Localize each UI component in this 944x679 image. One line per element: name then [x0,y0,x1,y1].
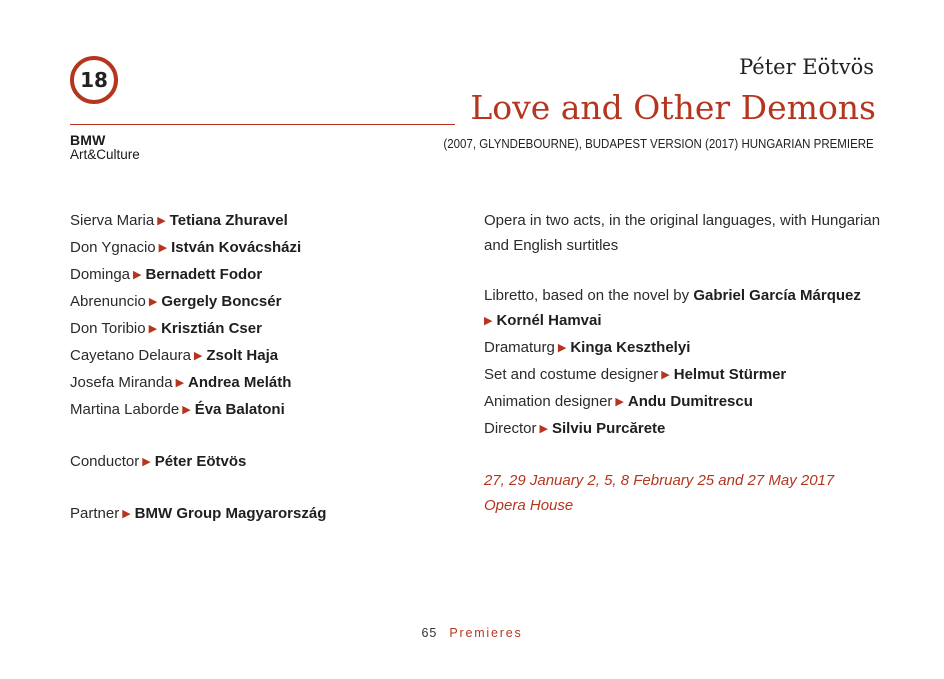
crew-name: Silviu Purcărete [551,420,666,437]
cast-name: Andrea Meláth [188,374,292,391]
crew-role: Director [484,420,537,437]
cast-row [70,262,450,289]
cast-role: Josefa Miranda [70,374,173,391]
crew-row [484,362,884,389]
cast-role: Sierva Maria [70,212,155,229]
cast-row [70,370,450,397]
arrow-right-icon: ▶ [539,423,548,435]
cast-name: Gergely Boncsér [161,293,282,310]
arrow-right-icon: ▶ [557,342,567,354]
cast-row [70,289,450,316]
brand-logo [70,133,140,162]
crew-name: Andu Dumitrescu [627,393,753,410]
cast-name: István Kovácsházi [171,239,302,256]
composer-name: Péter Eötvös [739,55,874,79]
crew-name: Kinga Keszthelyi [570,339,691,356]
cast-name: Éva Balatoni [194,401,285,418]
performance-venue: Opera House [484,497,574,514]
crew-row [484,389,884,416]
partner-role: Partner [70,505,120,522]
libretto-name-row [484,308,884,335]
libretto-name: Kornél Hamvai [496,312,602,329]
libretto-label: Libretto, based on the novel by [484,287,690,304]
cast-role: Abrenuncio [70,293,146,310]
arrow-right-icon: ▶ [484,315,493,327]
cast-row [70,316,450,343]
cast-role: Don Toribio [70,320,146,337]
arrow-right-icon: ▶ [182,404,191,416]
arrow-right-icon: ▶ [158,242,168,254]
footer-section: Premieres [449,626,523,640]
info-column [484,208,884,518]
description-line: and English surtitles [484,237,619,254]
arrow-right-icon: ▶ [175,377,185,389]
performance-dates: 27, 29 January 2, 5, 8 February 25 and 27 May 2017 [484,472,835,489]
crew-name: Helmut Stürmer [673,366,787,383]
crew-role: Dramaturg [484,339,555,356]
conductor-role: Conductor [70,453,140,470]
cast-role: Martina Laborde [70,401,180,418]
crew-row [484,335,884,362]
libretto-author: Gabriel García Márquez [693,287,861,304]
crew-role: Animation designer [484,393,613,410]
page-footer [0,626,944,640]
arrow-right-icon: ▶ [148,323,158,335]
arrow-right-icon: ▶ [142,456,151,468]
cast-name: Bernadett Fodor [145,266,263,283]
brand-line1: BMW [70,132,106,148]
cast-role: Dominga [70,266,131,283]
cast-role: Don Ygnacio [70,239,156,256]
arrow-right-icon: ▶ [661,369,670,381]
page-title: Love and Other Demons [470,88,876,127]
badge-number: 18 [80,68,108,92]
arrow-right-icon: ▶ [193,350,203,362]
footer-page-number: 65 [421,626,438,640]
description-line: Opera in two acts, in the original languages, with Hungarian [484,212,881,229]
page-subtitle: (2007, GLYNDEBOURNE), BUDAPEST VERSION (2017) HUNGARIAN PREMIERE [443,137,874,151]
crew-row [484,416,884,443]
cast-row [70,343,450,370]
cast-role: Cayetano Delaura [70,347,191,364]
arrow-right-icon: ▶ [122,508,131,520]
arrow-right-icon: ▶ [615,396,624,408]
crew-role: Set and costume designer [484,366,659,383]
page-number-badge [70,56,118,104]
cast-name: Krisztián Cser [161,320,262,337]
header-rule [70,124,455,125]
cast-row [70,397,450,424]
arrow-right-icon: ▶ [133,269,142,281]
libretto-row [484,283,884,308]
conductor-row [70,449,450,476]
cast-row [70,208,450,235]
brand-line2: Art&Culture [70,146,140,162]
cast-column [70,208,450,528]
partner-row [70,501,450,528]
arrow-right-icon: ▶ [148,296,158,308]
arrow-right-icon: ▶ [157,215,166,227]
partner-name: BMW Group Magyarország [134,505,327,522]
conductor-name: Péter Eötvös [154,453,247,470]
cast-name: Zsolt Haja [206,347,279,364]
cast-row [70,235,450,262]
cast-name: Tetiana Zhuravel [169,212,288,229]
